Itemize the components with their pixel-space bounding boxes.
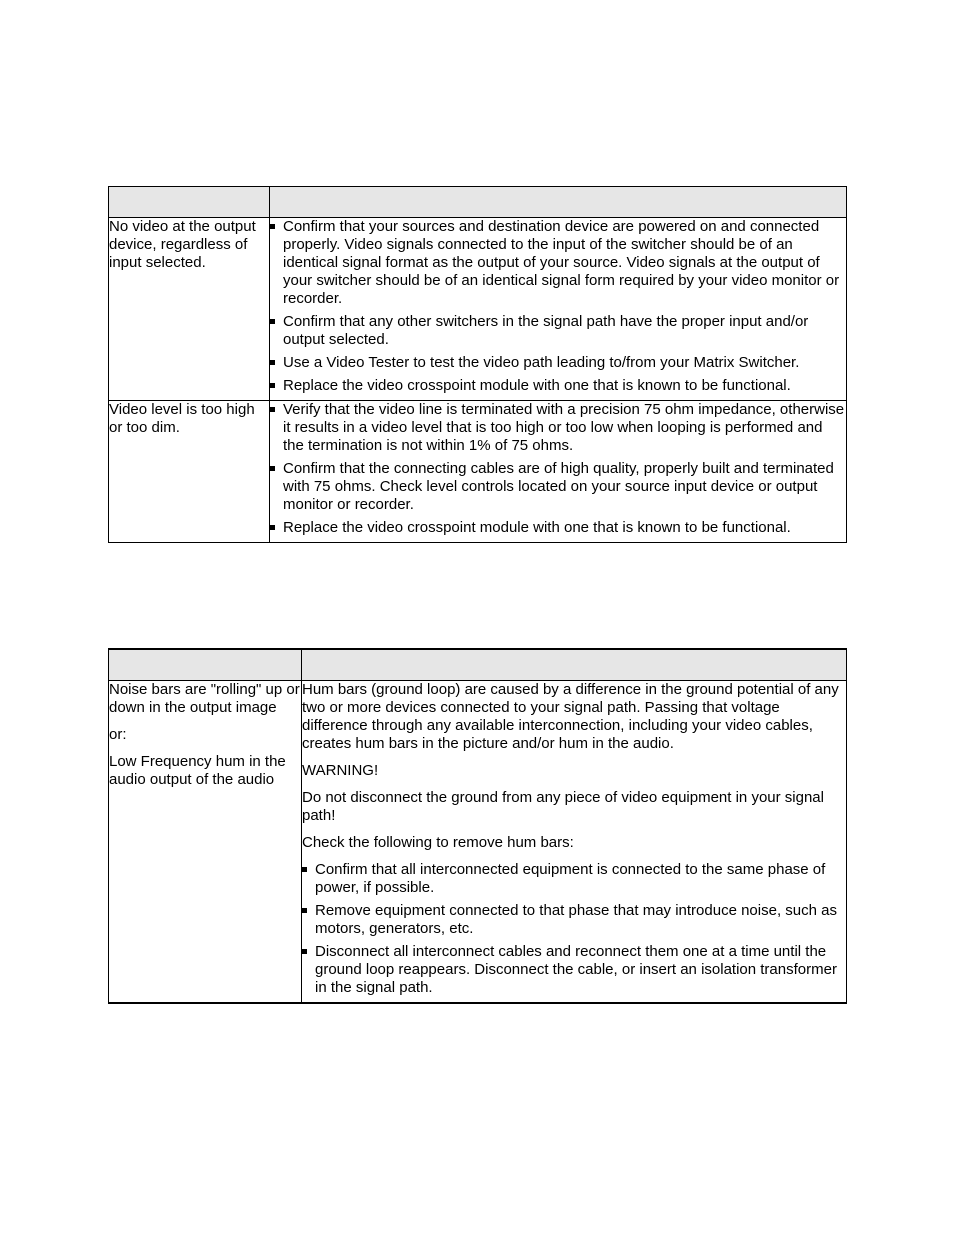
list-item xyxy=(302,902,846,938)
remedy-cell xyxy=(270,218,847,401)
problem-cell xyxy=(109,401,270,543)
list-item xyxy=(302,861,846,897)
bullet-icon xyxy=(270,224,275,229)
list-item xyxy=(302,943,846,997)
bullet-icon xyxy=(270,407,275,412)
bullet-icon xyxy=(270,525,275,530)
remedy-text: Use a Video Tester to test the video path leading to/from your Matrix Switcher. xyxy=(283,354,800,371)
remedy-text: Confirm that the connecting cables are of high quality, properly built and terminated with 75 ohms. Check level controls located on your source input device or output monitor or recorder. xyxy=(283,460,834,513)
list-item xyxy=(270,460,846,514)
bullet-icon xyxy=(302,908,307,913)
problem-cell xyxy=(109,681,302,1004)
table-header-row xyxy=(109,649,847,681)
problem-text: Noise bars are "rolling" up or down in the output image xyxy=(109,681,300,716)
header-cell-problem xyxy=(109,649,302,681)
problem-text: Video level is too high or too dim. xyxy=(109,401,255,436)
list-item xyxy=(270,313,846,349)
list-item xyxy=(270,377,846,395)
remedy-list xyxy=(270,218,846,395)
remedy-text: Confirm that your sources and destination device are powered on and connected properly. Video signals connected to the input of the switcher should be of an identical signal format as the output of your source. Video signals at the output of your switcher should be of an identical signal form required by your video monitor or recorder. xyxy=(283,218,840,307)
table-header-row xyxy=(109,187,847,218)
remedy-text: Confirm that any other switchers in the signal path have the proper input and/or output selected. xyxy=(283,313,809,348)
table-row xyxy=(109,681,847,1004)
problem-text: No video at the output device, regardless of input selected. xyxy=(109,218,256,271)
remedy-paragraph: Check the following to remove hum bars: xyxy=(302,834,574,851)
table-row xyxy=(109,218,847,401)
header-cell-problem xyxy=(109,187,270,218)
bullet-icon xyxy=(270,360,275,365)
remedy-text: Replace the video crosspoint module with one that is known to be functional. xyxy=(283,519,791,536)
bullet-icon xyxy=(270,319,275,324)
bullet-icon xyxy=(270,383,275,388)
problem-text: or: xyxy=(109,726,127,743)
bullet-icon xyxy=(302,949,307,954)
warning-label: WARNING! xyxy=(302,762,379,779)
remedy-text: Verify that the video line is terminated with a precision 75 ohm impedance, otherwise it results in a video level that is too high or too low when looping is performed and the termination is not within 1% of 75 ohms. xyxy=(283,401,845,454)
remedy-list xyxy=(270,401,846,537)
list-item xyxy=(270,401,846,455)
problem-text: Low Frequency hum in the audio output of the audio xyxy=(109,753,286,788)
remedy-cell xyxy=(302,681,847,1004)
list-item xyxy=(270,519,846,537)
table-row xyxy=(109,401,847,543)
list-item xyxy=(270,218,846,308)
remedy-text: Confirm that all interconnected equipment is connected to the same phase of power, if possible. xyxy=(315,861,826,896)
list-item xyxy=(270,354,846,372)
noise-troubleshooting-table xyxy=(108,648,847,1004)
bullet-icon xyxy=(302,867,307,872)
remedy-text: Remove equipment connected to that phase that may introduce noise, such as motors, generators, etc. xyxy=(315,902,837,937)
problem-cell xyxy=(109,218,270,401)
video-troubleshooting-table xyxy=(108,186,847,543)
header-cell-remedy xyxy=(270,187,847,218)
remedy-list xyxy=(302,861,846,997)
remedy-text: Replace the video crosspoint module with one that is known to be functional. xyxy=(283,377,791,394)
remedy-paragraph: Do not disconnect the ground from any piece of video equipment in your signal path! xyxy=(302,789,824,824)
bullet-icon xyxy=(270,466,275,471)
header-cell-remedy xyxy=(302,649,847,681)
remedy-cell xyxy=(270,401,847,543)
remedy-text: Disconnect all interconnect cables and reconnect them one at a time until the ground loop reappears. Disconnect the cable, or insert an isolation transformer in the signal path. xyxy=(315,943,837,996)
remedy-paragraph: Hum bars (ground loop) are caused by a difference in the ground potential of any two or more devices connected to your signal path. Passing that voltage difference through any available interconnection, including your video cables, creates hum bars in the picture and/or hum in the audio. xyxy=(302,681,839,752)
